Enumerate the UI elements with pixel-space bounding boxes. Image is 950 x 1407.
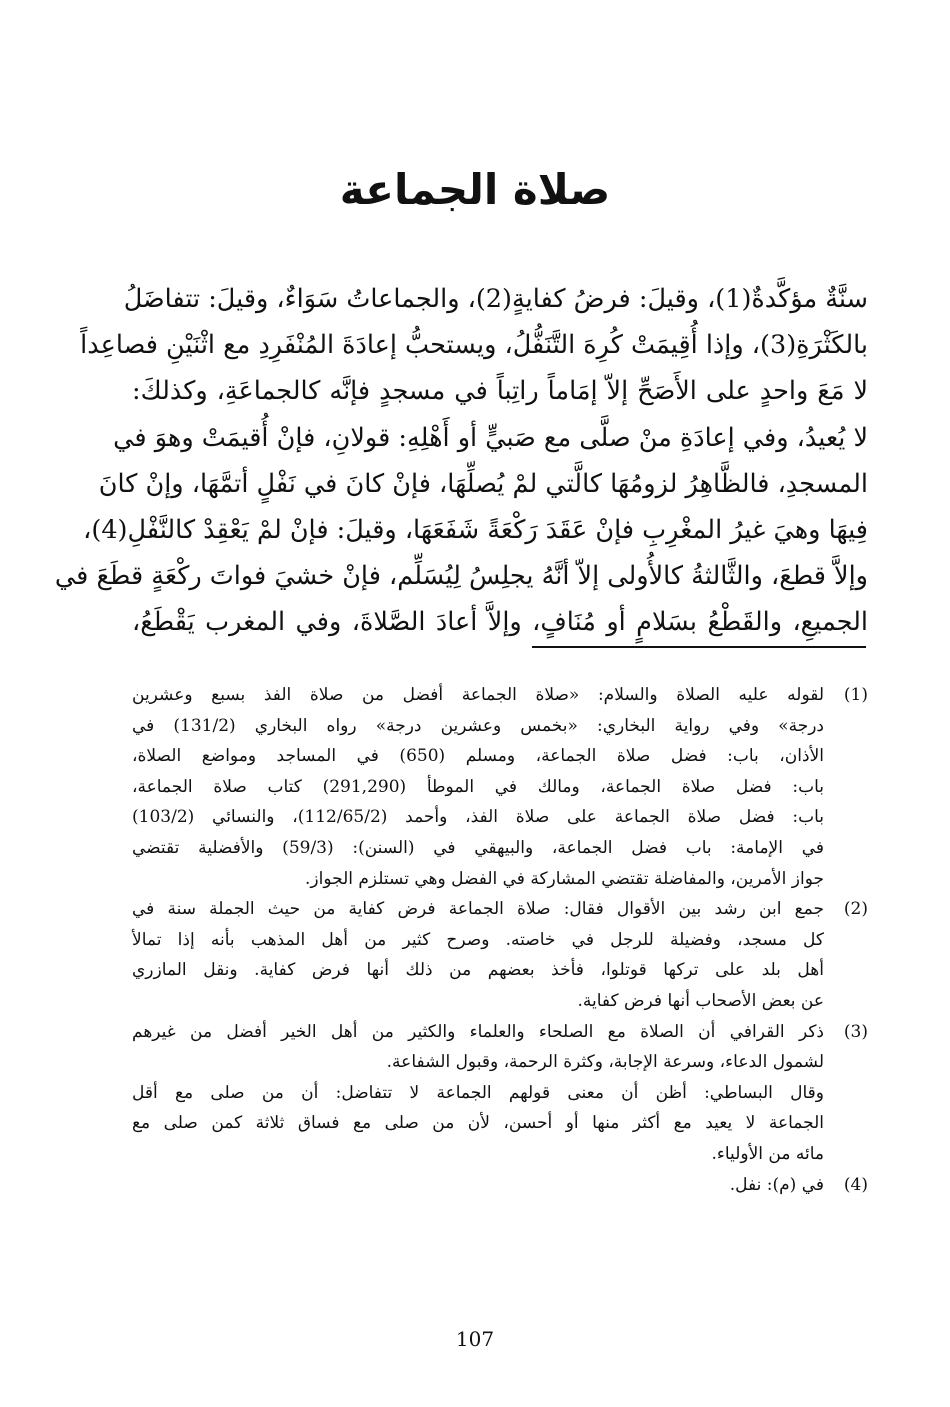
main-text-line: سنَّةٌ مؤكَّدةٌ(1)، وقيلَ: فرضُ كفايةٍ(2)، والجماعاتُ سَوَاءٌ، وقيلَ: تتفاضَلُ — [123, 284, 868, 314]
footnote-line: درجة» وفي رواية البخاري: «بخمس وعشرين درجة» رواه البخاري (131/2) في — [132, 715, 824, 736]
footnote-line: مائه من الأولياء. — [711, 1143, 824, 1164]
footnote-line: في الإمامة: باب فضل الجماعة، والبيهقي في (السنن): (59/3) والأفضلية تقتضي — [132, 837, 824, 858]
main-text-line: الجميعِ، والقَطْعُ بسَلامٍ أو مُنَافٍ، وإلاَّ أعادَ الصَّلاةَ، وفي المغرب يَقْطَعُ، — [132, 607, 868, 638]
main-text-line: فِيهَا وهيَ غيرُ المغْرِبِ فإنْ عَقَدَ رَكْعَةً شَفَعَهَا، وقيلَ: فإنْ لمْ يَعْقِدْ كالنَّفْلِ(4)، — [83, 514, 868, 545]
chapter-title: صلاة الجماعة — [339, 165, 611, 214]
footnote-3 — [132, 1017, 868, 1170]
footnote-2 — [132, 894, 868, 1016]
page-number: 107 — [455, 1327, 495, 1351]
main-text-line: وإلاَّ قطعَ، والثَّالثةُ كالأُولى إلاّ أنَّهُ يجلِسُ لِيُسَلِّم، فإنْ خشيَ فواتَ ركْعَةٍ قطَعَ في — [54, 561, 868, 592]
footnote-4 — [132, 1170, 868, 1201]
main-text-line: لا مَعَ واحدٍ على الأَصَحِّ إلاّ إمَاماً راتِباً في مسجدٍ فإنَّه كالجماعَةِ، وكذلكَ: — [132, 376, 868, 407]
main-text — [54, 276, 868, 646]
footnote-number: (1) — [843, 685, 868, 705]
main-text-line: لا يُعيدُ، وفي إعادَةِ منْ صلَّى مع صَبيٍّ أو أَهْلِهِ: قولانِ، فإنْ أُقيمَتْ وهوَ في — [113, 422, 868, 453]
footnote-line: باب: فضل صلاة الجماعة، ومالك في الموطأ (291,290) كتاب صلاة الجماعة، — [132, 776, 824, 797]
footnotes — [132, 680, 868, 1200]
footnote-separator — [532, 646, 866, 648]
footnote-line: جواز الأمرين، والمفاضلة تقتضي المشاركة في الفضل وهي تستلزم الجواز. — [305, 868, 824, 889]
footnote-line: الأذان، باب: فضل صلاة الجماعة، ومسلم (650) في المساجد ومواضع الصلاة، — [132, 746, 824, 767]
footnote-number: (3) — [843, 1021, 868, 1042]
main-text-line: بالكَثْرَةِ(3)، وإذا أُقِيمَتْ كُرِهَ التَّنَفُّلُ، ويستحبُّ إعادَةَ المُنْفَرِدِ مع اثْنَيْنِ فصاعِداً — [80, 330, 868, 361]
footnote-line: كل مسجد، وفضيلة للرجل في خاصته. وصرح كثير من أهل المذهب بأنه إذا تمالأ — [132, 929, 824, 950]
footnote-line: أهل بلد على تركها قوتلوا، فأخذ بعضهم من ذلك أنها فرض كفاية. ونقل المازري — [132, 960, 824, 981]
footnote-line: جمع ابن رشد بين الأقوال فقال: صلاة الجماعة فرض كفاية من حيث الجملة سنة في — [132, 899, 824, 920]
footnote-line: الجماعة لا يعيد مع أكثر منها أو أحسن، لأن من صلى مع فساق ثلاثة كمن صلى مع — [132, 1113, 824, 1134]
main-text-line: المسجدِ، فالظَّاهِرُ لزومُهَا كالَّتي لمْ يُصلِّهَا، فإنْ كانَ في نَفْلٍ أتمَّهَا، وإنْ كانَ — [98, 468, 868, 499]
footnote-line: باب: فضل صلاة الجماعة على صلاة الفذ، وأحمد (112/65/2)، والنسائي (103/2) — [132, 807, 824, 828]
footnote-1 — [132, 680, 868, 894]
footnote-line: وقال البساطي: أظن أن معنى قولهم الجماعة لا تتفاضل: أن من صلى مع أقل — [132, 1082, 824, 1103]
footnote-number: (2) — [843, 899, 868, 920]
footnote-line: لقوله عليه الصلاة والسلام: «صلاة الجماعة أفضل من صلاة الفذ بسبع وعشرين — [132, 685, 824, 705]
footnote-line: في (م): نفل. — [729, 1174, 824, 1195]
footnote-number: (4) — [843, 1174, 868, 1195]
footnote-line: ذكر القرافي أن الصلاة مع الصلحاء والعلماء والكثير من أهل الخير أفضل من غيرهم — [132, 1021, 824, 1042]
footnote-line: عن بعض الأصحاب أنها فرض كفاية. — [577, 990, 824, 1011]
footnote-line: لشمول الدعاء، وسرعة الإجابة، وكثرة الرحمة، وقبول الشفاعة. — [386, 1052, 824, 1073]
